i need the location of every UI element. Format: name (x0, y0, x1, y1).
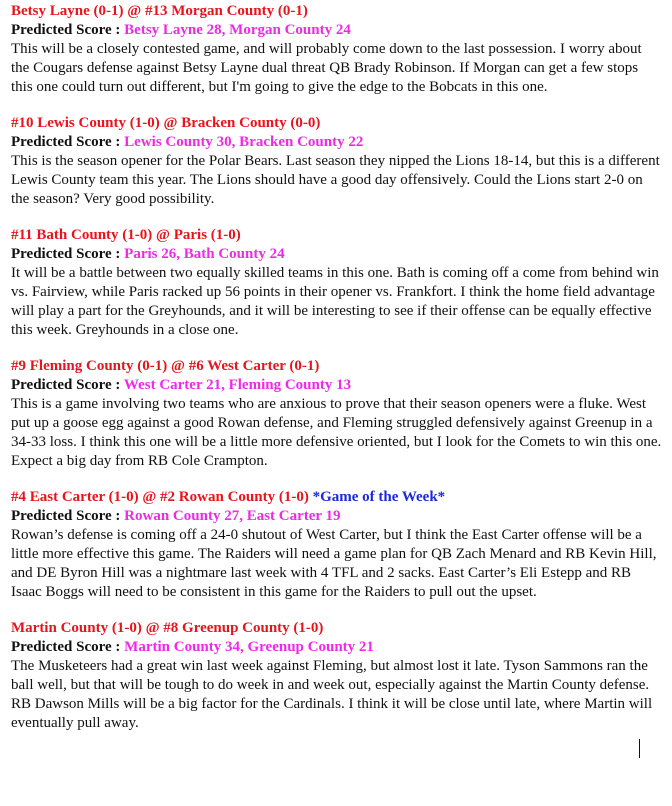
game-block-5 (11, 488, 663, 602)
predicted-score-line (11, 245, 663, 264)
matchup-heading: #10 Lewis County (1-0) @ Bracken County (0-0) (11, 115, 321, 131)
predicted-score-label: Predicted Score : (11, 134, 121, 150)
game-block-2 (11, 114, 663, 209)
predicted-score-label: Predicted Score : (11, 639, 121, 655)
predicted-score-line (11, 21, 663, 40)
predicted-score-label: Predicted Score : (11, 508, 121, 524)
predicted-score-value: Martin County 34, Greenup County 21 (124, 639, 374, 655)
game-analysis: Rowan’s defense is coming off a 24-0 shutout of West Carter, but I think the East Carter offense will be a little more effective this game. The Raiders will need a game plan for QB Zach Menard and RB Kevin Hill, and DE Byron Hill was a nightmare last week with 4 TFL and 2 sacks. East Carter’s Eli Estepp and RB Isaac Boggs will need to be consistent in this game for the Raiders to pull out the upset. (11, 527, 657, 600)
game-block-6 (11, 619, 663, 733)
game-of-the-week-tag: *Game of the Week* (312, 489, 446, 505)
matchup-heading: Betsy Layne (0-1) @ #13 Morgan County (0-1) (11, 3, 308, 19)
game-analysis: This is the season opener for the Polar Bears. Last season they nipped the Lions 18-14, but this is a different Lewis County team this year. The Lions should have a good day offensively. Could the Lions start 2-0 on the season? Very good possibility. (11, 153, 660, 207)
predicted-score-line (11, 507, 663, 526)
matchup-heading (11, 488, 663, 507)
predicted-score-line (11, 376, 663, 395)
predicted-score-value: Betsy Layne 28, Morgan County 24 (124, 22, 351, 38)
predicted-score-value: Lewis County 30, Bracken County 22 (124, 134, 364, 150)
predicted-score-label: Predicted Score : (11, 22, 121, 38)
game-analysis: This will be a closely contested game, and will probably come down to the last possession. I worry about the Cougars defense against Betsy Layne dual threat QB Brady Robinson. If Morgan can get a few stops this one could turn out different, but I'm going to give the edge to the Bobcats in this one. (11, 41, 642, 95)
matchup-heading: Martin County (1-0) @ #8 Greenup County (1-0) (11, 620, 324, 636)
game-block-4 (11, 357, 663, 471)
game-block-3 (11, 226, 663, 340)
game-analysis: It will be a battle between two equally skilled teams in this one. Bath is coming off a come from behind win vs. Fairview, while Paris racked up 56 points in their opener vs. Frankfort. I think the home field advantage will play a part for the Greyhounds, and it will be interesting to see if their offense can be equally effective this week. Greyhounds in a close one. (11, 265, 659, 338)
game-block-1 (11, 2, 663, 97)
game-analysis: The Musketeers had a great win last week against Fleming, but almost lost it late. Tyson Sammons ran the ball well, but that will be tough to do week in and week out, especially against the Martin County defense. RB Dawson Mills will be a big factor for the Cardinals. I think it will be close until late, where Martin will eventually pull away. (11, 658, 653, 731)
text-cursor (639, 739, 640, 758)
predicted-score-line (11, 133, 663, 152)
predicted-score-value: Rowan County 27, East Carter 19 (124, 508, 341, 524)
predicted-score-value: West Carter 21, Fleming County 13 (123, 377, 352, 393)
predicted-score-label: Predicted Score : (11, 377, 121, 393)
predictions-article (11, 2, 663, 750)
game-analysis: This is a game involving two teams who are anxious to prove that their season openers were a fluke. West put up a goose egg against a good Rowan defense, and Fleming struggled defensively against Greenup in a 34-33 loss. I think this one will be a little more defensive oriented, but I look for the Comets to win this one. Expect a big day from RB Cole Crampton. (11, 396, 662, 469)
matchup-teams: #4 East Carter (1-0) @ #2 Rowan County (1-0) (11, 489, 313, 505)
matchup-heading: #9 Fleming County (0-1) @ #6 West Carter (0-1) (11, 358, 320, 374)
predicted-score-label: Predicted Score : (11, 246, 121, 262)
predicted-score-value: Paris 26, Bath County 24 (124, 246, 285, 262)
matchup-heading: #11 Bath County (1-0) @ Paris (1-0) (11, 227, 241, 243)
predicted-score-line (11, 638, 663, 657)
